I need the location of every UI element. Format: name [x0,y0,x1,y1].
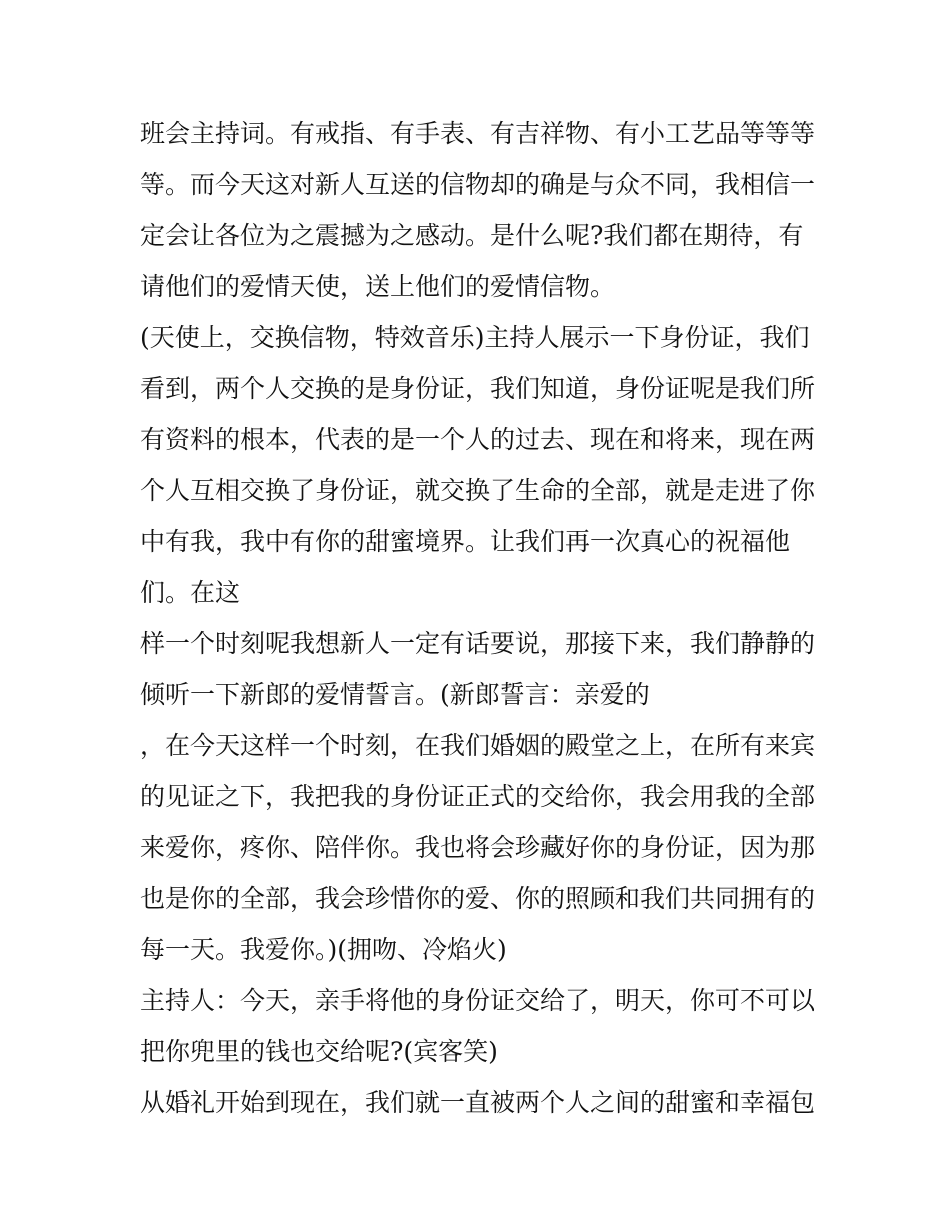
text-line: 定会让各位为之震撼为之感动。是什么呢?我们都在期待，有 [140,221,804,250]
text-line: 班会主持词。有戒指、有手表、有吉祥物、有小工艺品等等等 [140,119,816,148]
text-line: 样一个时刻呢我想新人一定有话要说，那接下来，我们静静的 [140,629,816,658]
text-line: 请他们的爱情天使，送上他们的爱情信物。 [140,272,616,301]
text-line: 倾听一下新郎的爱情誓言。(新郎誓言：亲爱的 [140,680,650,709]
text-line: 每一天。我爱你。)(拥吻、冷焰火) [140,935,507,964]
text-line: 把你兜里的钱也交给呢?(宾客笑) [140,1037,498,1066]
text-line: 个人互相交换了身份证，就交换了生命的全部，就是走进了你 [140,476,816,505]
text-line: (天使上，交换信物，特效音乐)主持人展示一下身份证，我们 [140,323,810,352]
text-line: 等。而今天这对新人互送的信物却的确是与众不同，我相信一 [140,170,816,199]
text-line: 也是你的全部，我会珍惜你的爱、你的照顾和我们共同拥有的 [140,884,816,913]
text-line: 看到，两个人交换的是身份证，我们知道，身份证呢是我们所 [140,374,816,403]
text-line: 来爱你，疼你、陪伴你。我也将会珍藏好你的身份证，因为那 [140,833,816,862]
text-line: 有资料的根本，代表的是一个人的过去、现在和将来，现在两 [140,425,816,454]
text-line: 的见证之下，我把我的身份证正式的交给你，我会用我的全部 [140,782,816,811]
text-line: 从婚礼开始到现在，我们就一直被两个人之间的甜蜜和幸福包 [140,1088,816,1117]
body-text [140,108,820,1128]
text-line: 主持人：今天，亲手将他的身份证交给了，明天，你可不可以 [140,986,816,1015]
text-line: 中有我，我中有你的甜蜜境界。让我们再一次真心的祝福他 [140,527,791,556]
text-line: 们。在这 [140,578,241,607]
text-line: ，在今天这样一个时刻，在我们婚姻的殿堂之上，在所有来宾 [140,731,816,760]
